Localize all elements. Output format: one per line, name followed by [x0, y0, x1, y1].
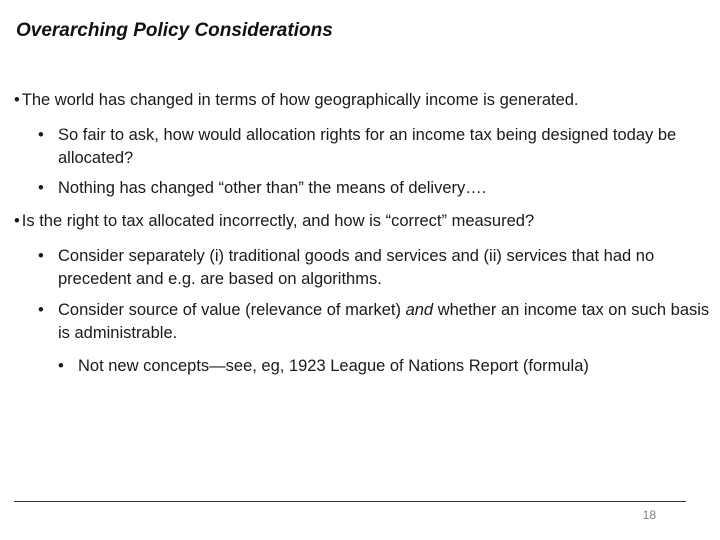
bullet-marker: •	[14, 91, 20, 109]
bullet-item-level3	[58, 355, 720, 378]
bullet-marker: •	[14, 212, 20, 230]
bullet-text: The world has changed in terms of how geographically income is generated.	[21, 91, 579, 109]
bullet-text-part: Consider source of value (relevance of market)	[58, 301, 406, 319]
bullet-marker: •	[38, 179, 44, 197]
bullet-item-level2	[38, 299, 720, 345]
bullet-marker: •	[58, 357, 64, 375]
bullet-item-level2	[38, 245, 720, 291]
bullet-text: Not new concepts—see, eg, 1923 League of Nations Report (formula)	[78, 357, 589, 375]
bullet-item-level1	[14, 210, 704, 233]
bullet-text: Consider separately (i) traditional goods and services and (ii) services that had no precedent and e.g. are based on algorithms.	[58, 247, 655, 288]
bullet-text: So fair to ask, how would allocation rights for an income tax being designed today be allocated?	[58, 126, 677, 167]
bullet-text: Is the right to tax allocated incorrectly, and how is “correct” measured?	[21, 212, 535, 230]
slide-title: Overarching Policy Considerations	[16, 20, 333, 41]
bullet-text-part: whether an income tax on such basis is administrable.	[58, 301, 710, 342]
page-number: 18	[642, 508, 656, 522]
bullet-text	[58, 301, 709, 342]
bullet-marker: •	[38, 301, 44, 319]
emphasized-word: and	[405, 301, 434, 319]
bullet-item-level2	[38, 124, 720, 170]
footer-divider	[14, 501, 686, 502]
bullet-marker: •	[38, 247, 44, 265]
bullet-text: Nothing has changed “other than” the means of delivery….	[58, 179, 487, 197]
bullet-item-level2	[38, 177, 720, 200]
bullet-item-level1	[14, 89, 704, 112]
bullet-marker: •	[38, 126, 44, 144]
